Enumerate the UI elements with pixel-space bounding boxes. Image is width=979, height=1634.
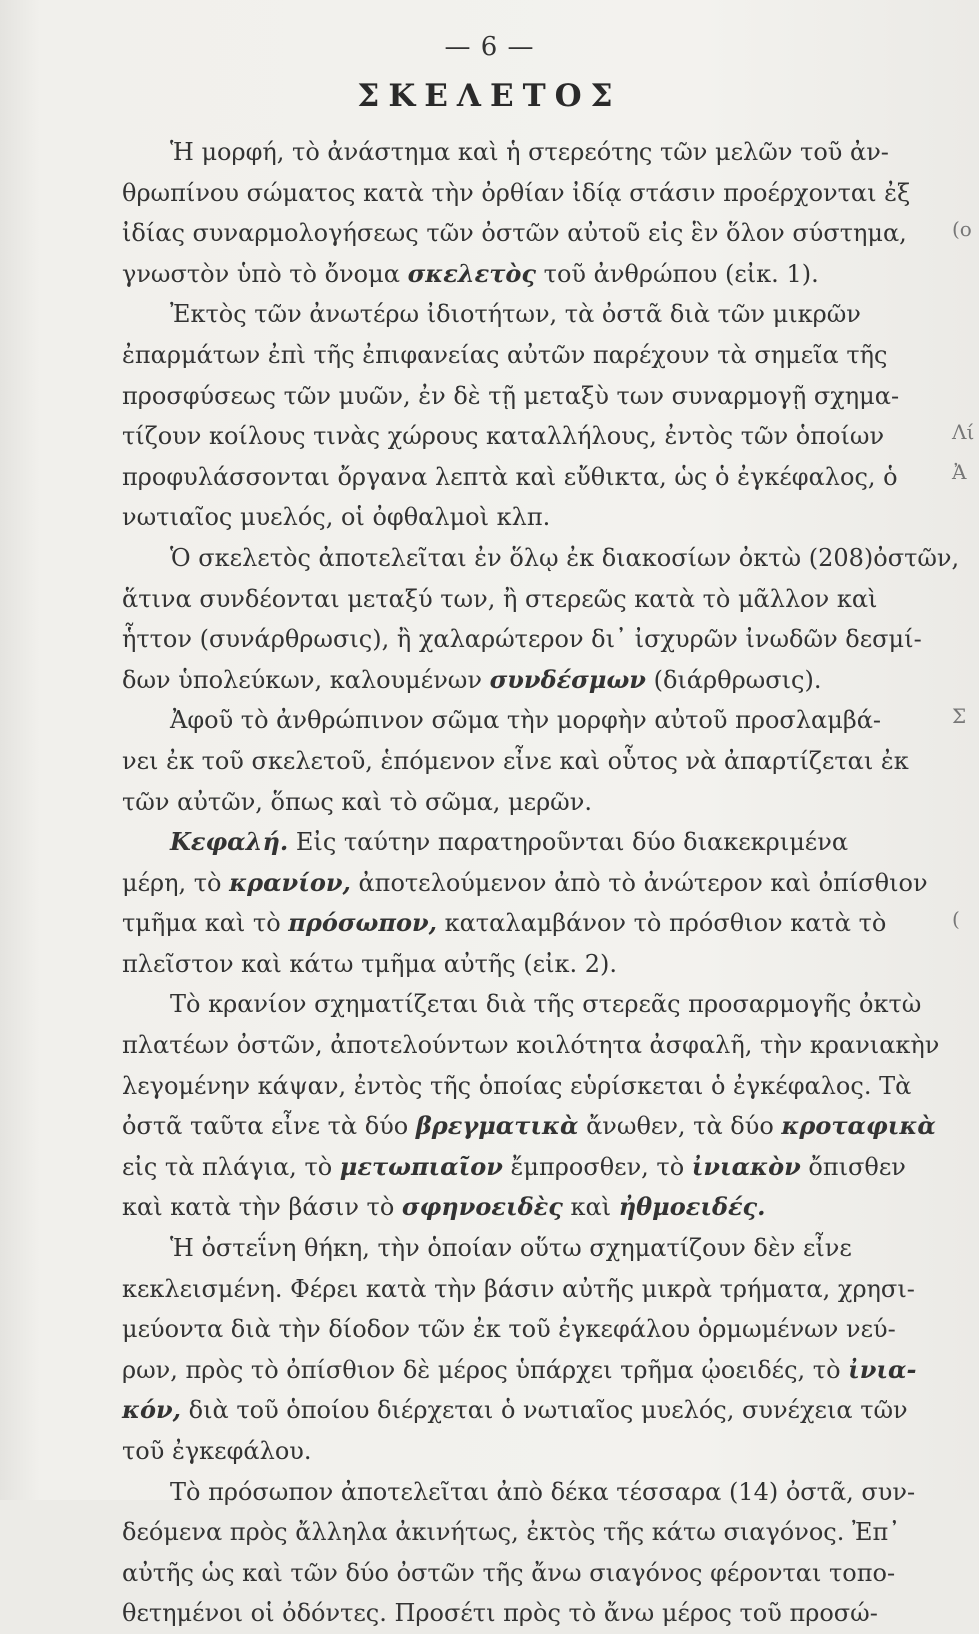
- text-run: καὶ: [562, 1193, 619, 1222]
- emphasized-term: κροταφικὰ: [781, 1111, 936, 1141]
- text-run: νει ἐκ τοῦ σκελετοῦ, ἑπόμενον εἶνε καὶ οὗτος νὰ ἀπαρτίζεται ἐκ: [122, 746, 909, 775]
- text-line: [122, 579, 912, 620]
- text-run: γνωστὸν ὑπὸ τὸ ὄνομα: [122, 259, 408, 288]
- text-run: ἅτινα συνδέονται μεταξύ των, ἢ στερεῶς κατὰ τὸ μᾶλλον καὶ: [122, 584, 878, 613]
- text-line: [122, 1309, 912, 1350]
- emphasized-term: ἰνιακὸν: [691, 1151, 801, 1181]
- text-run: λεγομένην κάψαν, ἐντὸς τῆς ὁποίας εὑρίσκεται ὁ ἐγκέφαλος. Τὰ: [122, 1071, 912, 1100]
- text-run: ἔμπροσθεν, τὸ: [502, 1152, 692, 1181]
- text-line: [122, 254, 912, 295]
- text-line: [122, 1553, 912, 1594]
- emphasized-term: ἠθμοειδές.: [618, 1192, 766, 1222]
- text-line: [122, 1025, 940, 1066]
- text-run: τμῆμα καὶ τὸ: [122, 909, 289, 938]
- text-line: [122, 1228, 912, 1269]
- text-line: [122, 132, 912, 173]
- text-run: Ἐκτὸς τῶν ἀνωτέρω ἰδιοτήτων, τὰ ὀστᾶ διὰ τῶν μικρῶν: [170, 300, 861, 329]
- text-run: μέρη, τὸ: [122, 868, 230, 897]
- text-line: [122, 335, 912, 376]
- text-run: Εἰς ταύτην παρατηροῦνται δύο διακεκριμένα: [288, 828, 849, 857]
- text-run: τοῦ ἀνθρώπου (εἰκ. 1).: [536, 259, 819, 288]
- text-line: [122, 1066, 912, 1107]
- text-line: [122, 1472, 916, 1513]
- text-run: πλεῖστον καὶ κάτω τμῆμα αὐτῆς (εἰκ. 2).: [122, 949, 618, 978]
- emphasized-term: κρανίον,: [229, 867, 351, 897]
- text-run: αὐτῆς ὡς καὶ τῶν δύο ὀστῶν τῆς ἄνω σιαγόνος φέρονται τοπο-: [122, 1558, 896, 1587]
- emphasized-term: κόν,: [122, 1395, 182, 1425]
- text-run: Ἡ ὀστεΐνη θήκη, τὴν ὁποίαν οὕτω σχηματίζουν δὲν εἶνε: [170, 1234, 852, 1263]
- text-run: τοῦ ἐγκεφάλου.: [122, 1437, 312, 1465]
- text-run: ὄπισθεν: [800, 1152, 906, 1181]
- text-line: [122, 1390, 912, 1431]
- emphasized-term: σφηνοειδὲς: [401, 1192, 563, 1222]
- text-run: πλατέων ὀστῶν, ἀποτελούντων κοιλότητα ἀσφαλῆ, τὴν κρανιακὴν: [122, 1031, 940, 1060]
- section-heading: Κεφαλή.: [170, 827, 289, 857]
- text-line: [122, 497, 912, 538]
- text-line: [122, 1512, 912, 1553]
- text-run: προσφύσεως τῶν μυῶν, ἐν δὲ τῇ μεταξὺ των συναρμογῇ σχημα-: [122, 381, 900, 410]
- text-line: [122, 944, 912, 985]
- page-number: — 6 —: [444, 32, 535, 62]
- emphasized-term: πρόσωπον,: [288, 908, 437, 938]
- text-run: Τὸ πρόσωπον ἀποτελεῖται ἀπὸ δέκα τέσσαρα (14) ὀστᾶ, συν-: [170, 1477, 916, 1506]
- text-run: ἐπαρμάτων ἐπὶ τῆς ἐπιφανείας αὐτῶν παρέχουν τὰ σημεῖα τῆς: [122, 340, 888, 369]
- margin-mark: Ἀ: [952, 460, 967, 485]
- emphasized-term: σκελετὸς: [407, 258, 537, 288]
- text-run: νωτιαῖος μυελός, οἱ ὀφθαλμοὶ κλπ.: [122, 503, 551, 532]
- text-run: ἄνωθεν, τὰ δύο: [578, 1112, 782, 1141]
- text-run: ρων, πρὸς τὸ ὀπίσθιον δὲ μέρος ὑπάρχει τρῆμα ᾠοειδές, τὸ: [122, 1355, 849, 1384]
- text-line: [122, 416, 912, 457]
- emphasized-term: ἰνια-: [848, 1354, 917, 1384]
- margin-mark: (o: [952, 216, 972, 241]
- text-line: [122, 903, 912, 944]
- text-line: [122, 457, 912, 498]
- text-run: θρωπίνου σώματος κατὰ τὴν ὀρθίαν ἰδίᾳ στάσιν προέρχονται ἐξ: [122, 178, 911, 207]
- text-run: ἰδίας συναρμολογήσεως τῶν ὀστῶν αὐτοῦ εἰς ἓν ὅλον σύστημα,: [122, 219, 907, 248]
- text-run: ἧττον (συνάρθρωσις), ἢ χαλαρώτερον δι᾽ ἰσχυρῶν ἰνωδῶν δεσμί-: [122, 625, 922, 654]
- text-run: δεόμενα πρὸς ἄλληλα ἀκινήτως, ἐκτὸς τῆς κάτω σιαγόνος. Ἐπ᾽: [122, 1518, 901, 1547]
- text-run: καταλαμβάνον τὸ πρόσθιον κατὰ τὸ: [436, 909, 887, 938]
- text-line: [122, 619, 922, 660]
- page-title: ΣΚΕΛΕΤΟΣ: [357, 78, 622, 114]
- text-line: [122, 1187, 912, 1228]
- text-line: [122, 1147, 912, 1188]
- text-line: [122, 1106, 936, 1147]
- text-line: [122, 538, 960, 579]
- text-line: [122, 782, 912, 823]
- text-run: τίζουν κοίλους τινὰς χώρους καταλλήλους, ἐντὸς τῶν ὁποίων: [122, 422, 885, 451]
- text-line: [122, 173, 912, 214]
- text-line: [122, 1350, 917, 1391]
- text-run: προφυλάσσονται ὄργανα λεπτὰ καὶ εὔθικτα, ὡς ὁ ἐγκέφαλος, ὁ: [122, 462, 898, 491]
- emphasized-term: μετωπιαῖον: [339, 1151, 503, 1181]
- text-run: κεκλεισμένη. Φέρει κατὰ τὴν βάσιν αὐτῆς μικρὰ τρήματα, χρησι-: [122, 1274, 915, 1303]
- text-line: [122, 660, 912, 701]
- text-run: Ἀφοῦ τὸ ἀνθρώπινον σῶμα τὴν μορφὴν αὐτοῦ προσλαμβά-: [170, 706, 882, 735]
- text-run: ὀστᾶ ταῦτα εἶνε τὰ δύο: [122, 1112, 416, 1141]
- text-line: [122, 700, 912, 741]
- emphasized-term: συνδέσμων: [489, 664, 646, 694]
- text-run: θετημένοι οἱ ὀδόντες. Προσέτι πρὸς τὸ ἄνω μέρος τοῦ προσώ-: [122, 1599, 878, 1628]
- text-line: [122, 741, 912, 782]
- text-run: ἀποτελούμενον ἀπὸ τὸ ἀνώτερον καὶ ὀπίσθιον: [350, 868, 928, 897]
- text-line: [122, 1269, 915, 1310]
- text-run: Τὸ κρανίον σχηματίζεται διὰ τῆς στερεᾶς προσαρμογῆς ὀκτὼ: [170, 990, 922, 1019]
- margin-mark: Σ: [952, 703, 967, 728]
- text-line: [122, 376, 912, 417]
- margin-mark: (: [952, 906, 960, 931]
- text-line: [122, 984, 922, 1025]
- text-line: [122, 1593, 912, 1634]
- text-line: [122, 213, 912, 254]
- body-text: [122, 132, 960, 1634]
- text-run: δων ὑπολεύκων, καλουμένων: [122, 665, 490, 694]
- text-line: [122, 822, 912, 863]
- margin-mark: Λί: [952, 419, 975, 444]
- text-run: καὶ κατὰ τὴν βάσιν τὸ: [122, 1193, 402, 1222]
- emphasized-term: βρεγματικὰ: [415, 1111, 579, 1141]
- text-run: τῶν αὐτῶν, ὅπως καὶ τὸ σῶμα, μερῶν.: [122, 787, 592, 816]
- text-line: [122, 294, 912, 335]
- text-run: διὰ τοῦ ὁποίου διέρχεται ὁ νωτιαῖος μυελός, συνέχεια τῶν: [181, 1396, 908, 1425]
- text-run: (διάρθρωσις).: [645, 665, 822, 694]
- text-run: εἰς τὰ πλάγια, τὸ: [122, 1152, 340, 1181]
- text-line: [122, 863, 928, 904]
- text-run: Ὁ σκελετὸς ἀποτελεῖται ἐν ὅλῳ ἐκ διακοσίων ὀκτὼ (208)ὀστῶν,: [170, 543, 960, 572]
- text-run: μεύοντα διὰ τὴν δίοδον τῶν ἐκ τοῦ ἐγκεφάλου ὁρμωμένων νεύ-: [122, 1315, 896, 1344]
- text-run: Ἡ μορφή, τὸ ἀνάστημα καὶ ἡ στερεότης τῶν μελῶν τοῦ ἀν-: [170, 138, 889, 166]
- text-line: [122, 1431, 912, 1472]
